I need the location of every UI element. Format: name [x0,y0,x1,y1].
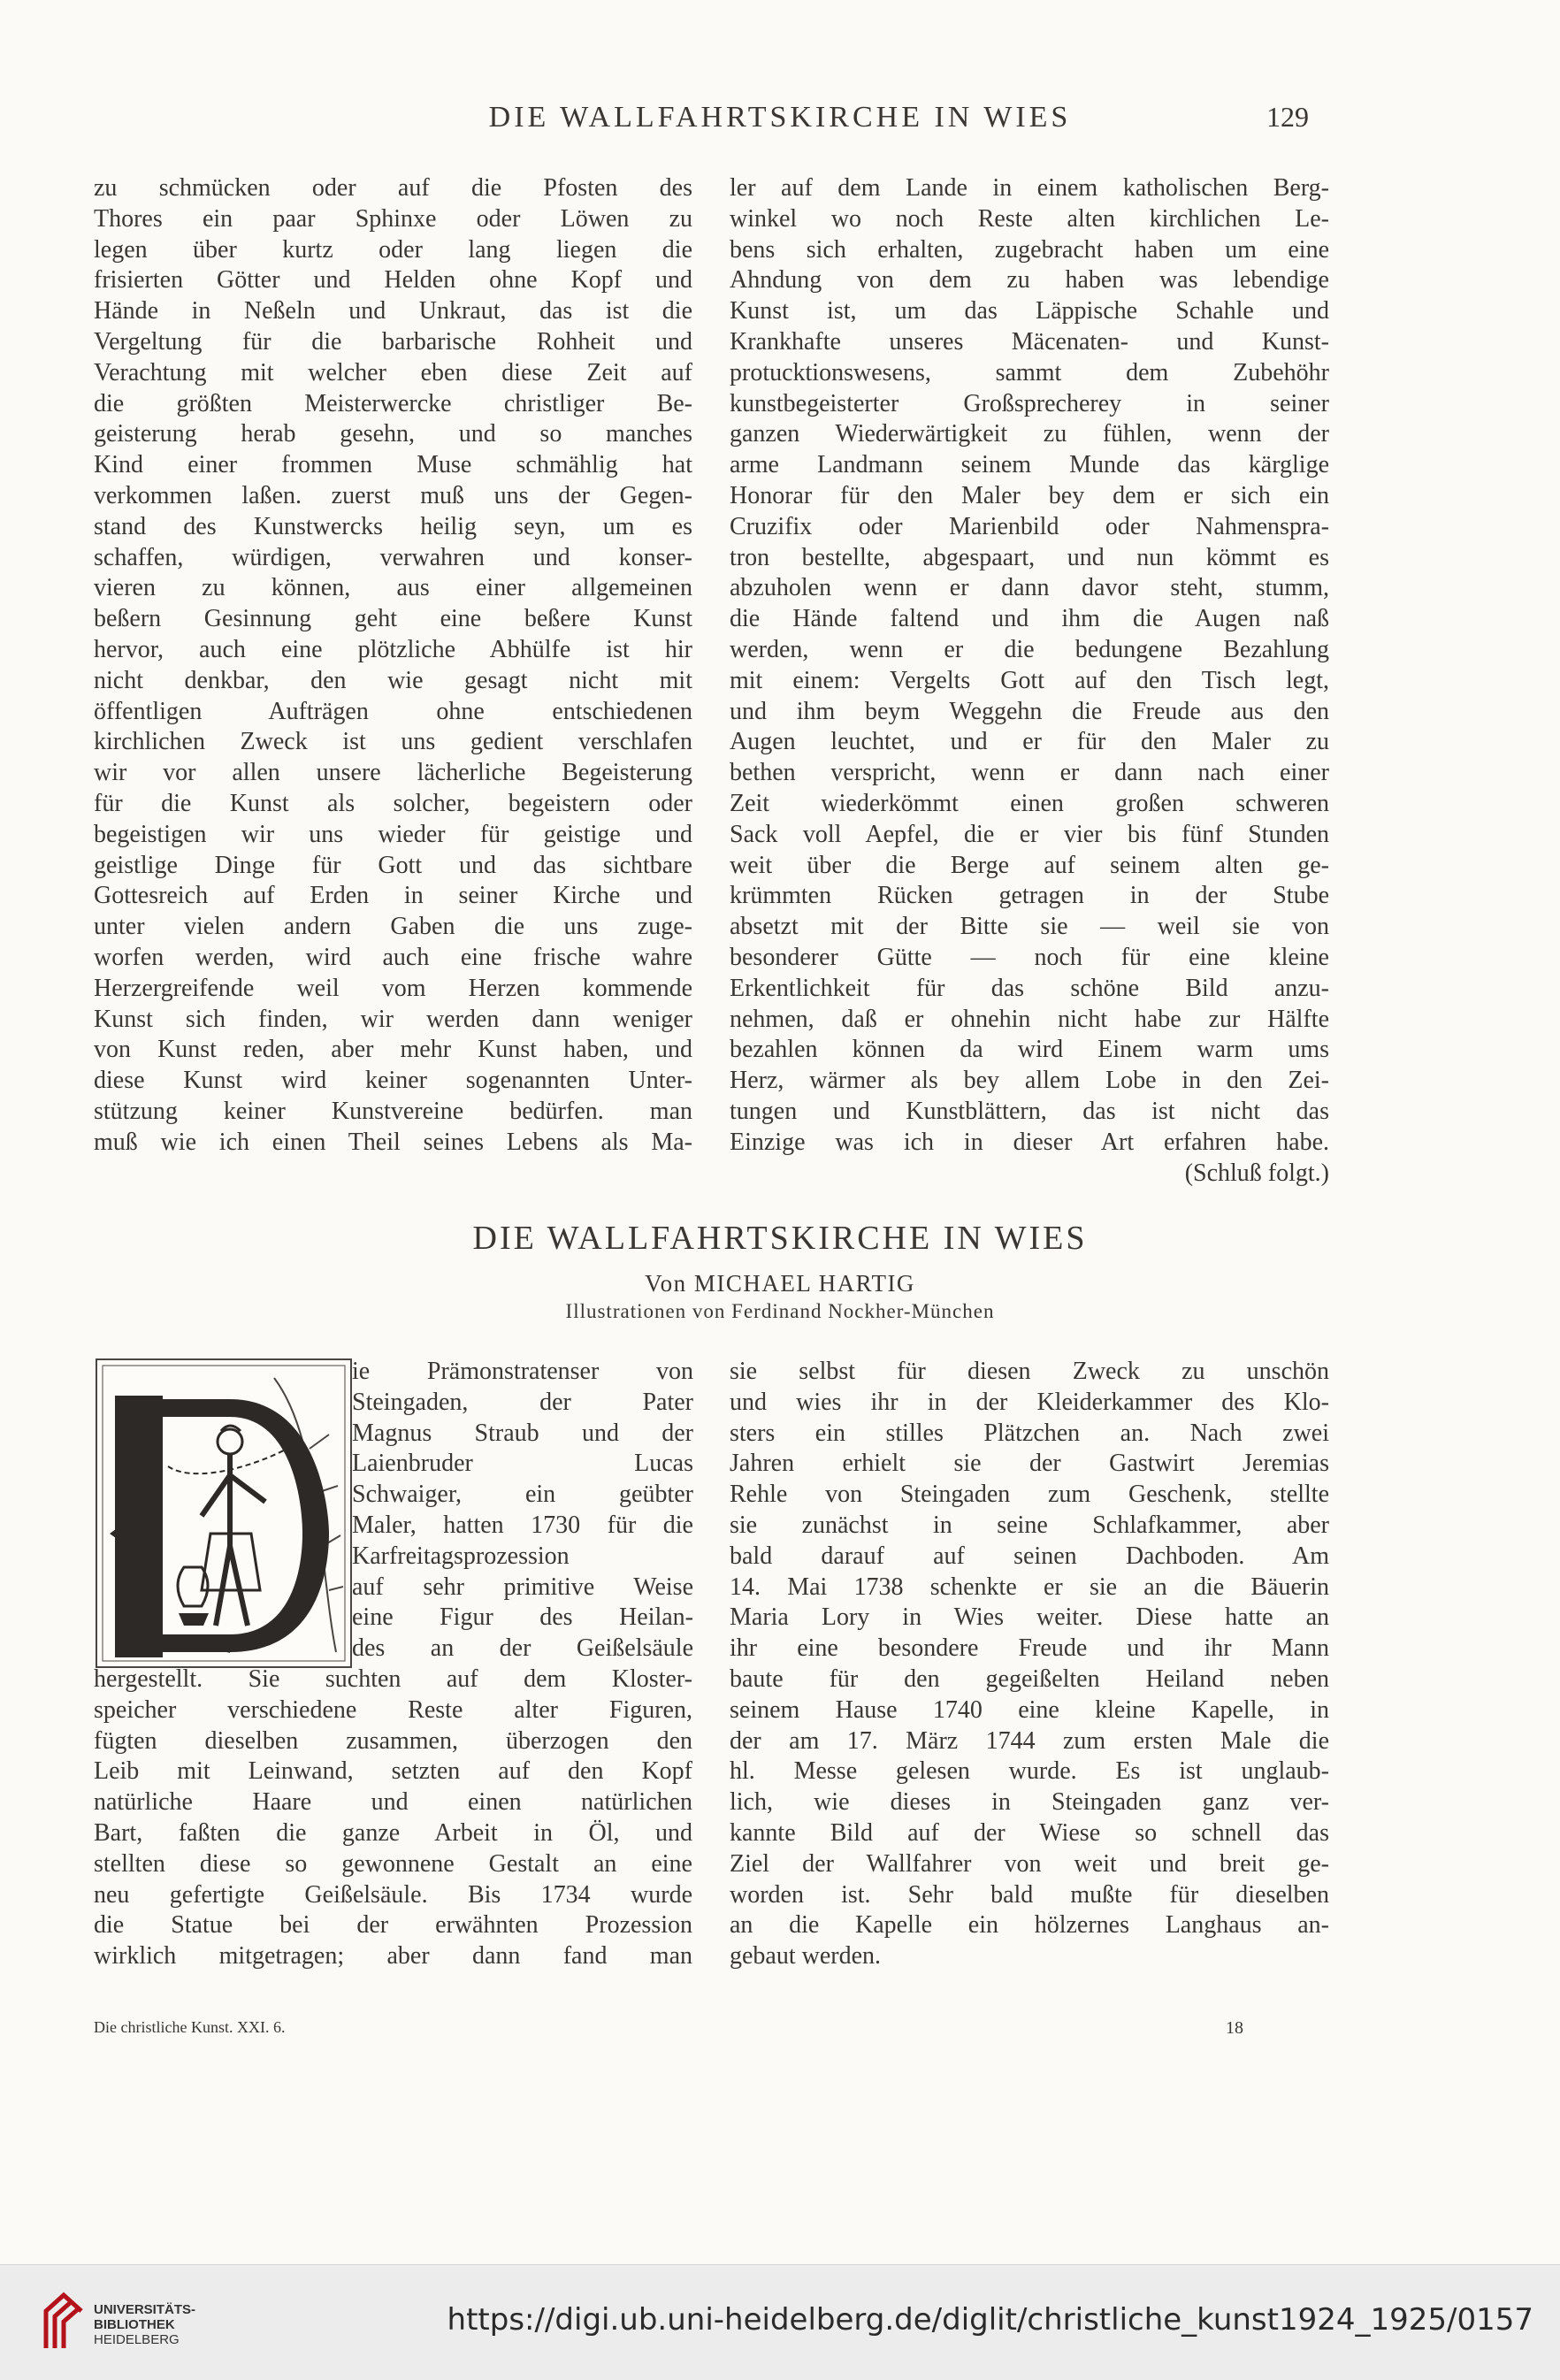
text-line: hl. Messe gelesen wurde. Es ist unglaub- [730,1757,1329,1786]
source-url-link[interactable]: https://digi.ub.uni-heidelberg.de/diglit/christliche_kunst1924_1925/0157 [447,2302,1533,2338]
text-line: frisierten Götter und Helden ohne Kopf und [94,266,692,295]
text-line: fügten dieselben zusammen, überzogen den [94,1726,692,1755]
text-line: Cruzifix oder Marienbild oder Nahmenspra- [730,512,1329,540]
text-line: Augen leuchtet, und er für den Maler zu [730,728,1329,756]
text-line: absetzt mit der Bitte sie — weil sie von [730,913,1329,941]
text-line: baute für den gegeißelten Heiland neben [730,1664,1329,1693]
text-line: bezahlen können da wird Einem warm ums [730,1036,1329,1064]
text-line: protucktionswesens, sammt dem Zubehöhr [730,358,1329,386]
article-left-column [94,1664,692,1972]
text-line: Leib mit Leinwand, setzten auf den Kopf [94,1757,692,1786]
text-line: Ziel der Wallfahrer von weit und breit ge- [730,1849,1329,1878]
article-author: Von MICHAEL HARTIG [645,1270,915,1297]
text-line: stand des Kunstwercks heilig seyn, um es [94,512,692,540]
library-name-line: UNIVERSITÄTS- [94,2302,196,2317]
text-line: Kunst ist, um das Läppische Schahle und [730,297,1329,325]
university-library-logo-icon [39,2290,88,2355]
text-line: Sack voll Aepfel, die er vier bis fünf Stunden [730,820,1329,848]
running-head-title: DIE WALLFAHRTSKIRCHE IN WIES [488,101,1072,134]
text-line: ganzen Wiederwärtigkeit zu fühlen, wenn der [730,420,1329,448]
text-line: Vergeltung für die barbarische Rohheit und [94,327,692,356]
text-line: Verachtung mit welcher eben diese Zeit auf [94,358,692,386]
drop-cap-d-icon [97,1360,350,1666]
text-line: für die Kunst als solcher, begeistern oder [94,789,692,817]
text-line: lich, wie dieses in Steingaden ganz ver- [730,1788,1329,1817]
text-line: muß wie ich einen Theil seines Lebens als Ma- [94,1128,692,1156]
text-line: von Kunst reden, aber mehr Kunst haben, und [94,1036,692,1064]
text-line: Krankhafte unseres Mäcenaten- und Kunst- [730,327,1329,356]
text-line: Jahren erhielt sie der Gastwirt Jeremias [730,1450,1329,1478]
text-line: winkel wo noch Reste alten kirchlichen Le- [730,204,1329,233]
text-line: Hände in Neßeln und Unkraut, das ist die [94,297,692,325]
article-illustration-credit: Illustrationen von Ferdinand Nockher-München [565,1300,995,1322]
text-line: beßern Gesinnung geht eine beßere Kunst [94,605,692,633]
article-title: DIE WALLFAHRTSKIRCHE IN WIES [472,1220,1088,1257]
text-line: krümmten Rücken getragen in der Stube [730,882,1329,910]
text-line: auf sehr primitive Weise [352,1573,693,1601]
text-line: verkommen laßen. zuerst muß uns der Gegen- [94,481,692,509]
text-line: Herz, wärmer als bey allem Lobe in den Zei- [730,1067,1329,1095]
text-line: Karfreitagsprozession [352,1542,570,1570]
text-line: Zeit wiederkömmt einen großen schweren [730,789,1329,817]
text-line: begeistigen wir uns wieder für geistige und [94,820,692,848]
top-right-column [730,173,1329,1189]
text-line: worden ist. Sehr bald mußte für dieselben [730,1880,1329,1909]
text-line: arme Landmann seinem Munde das kärglige [730,451,1329,479]
text-line: Kunst sich finden, wir werden dann weniger [94,1005,692,1033]
text-line: besonderer Gütte — noch für eine kleine [730,943,1329,971]
text-line: bens sich erhalten, zugebracht haben um eine [730,235,1329,264]
text-line: Schwaiger, ein geübter [352,1481,693,1509]
library-name-line: BIBLIOTHEK [94,2317,175,2332]
text-line: abzuholen wenn er dann davor steht, stumm, [730,574,1329,602]
text-line: zu schmücken oder auf die Pfosten des [94,174,692,202]
text-line: kirchlichen Zweck ist uns gedient verschlafen [94,728,692,756]
text-line: kannte Bild auf der Wiese so schnell das [730,1818,1329,1847]
footer-signature: 18 [1226,2018,1243,2038]
text-line: hergestellt. Sie suchten auf dem Kloster- [94,1665,692,1693]
text-line: vieren zu können, aus einer allgemeinen [94,574,692,602]
text-line: Ahndung von dem zu haben was lebendige [730,266,1329,295]
text-line: stellten diese so gewonnene Gestalt an eine [94,1849,692,1878]
text-line: und ihm beym Weggehn die Freude aus den [730,697,1329,725]
text-line: schaffen, würdigen, verwahren und konser- [94,543,692,571]
text-line: Gottesreich auf Erden in seiner Kirche und [94,882,692,910]
text-line: seinem Hause 1740 eine kleine Kapelle, in [730,1695,1329,1724]
text-line: wir vor allen unsere lächerliche Begeisterung [94,759,692,787]
text-line: gebaut werden. [730,1942,882,1971]
text-line: sie selbst für diesen Zweck zu unschön [730,1358,1329,1385]
text-line: wirklich mitgetragen; aber dann fand man [94,1942,692,1971]
text-line: geistlige Dinge für Gott und das sichtbare [94,851,692,879]
library-name [94,2302,195,2347]
text-line: kunstbegeisterter Großsprecherey in seiner [730,389,1329,417]
page-number: 129 [1266,101,1309,133]
text-line: Maria Lory in Wies weiter. Diese hatte an [730,1603,1329,1632]
text-line: die Hände faltend und ihm die Augen naß [730,605,1329,633]
text-line: Kind einer frommen Muse schmählig hat [94,451,692,479]
text-line: Herzergreifende weil vom Herzen kommende [94,974,692,1002]
text-line: öffentligen Aufträgen ohne entschiedenen [94,697,692,725]
text-line: der am 17. März 1744 zum ersten Male die [730,1726,1329,1755]
text-line: Einzige was ich in dieser Art erfahren habe. [730,1128,1329,1156]
text-line: Maler, hatten 1730 für die [352,1511,693,1539]
text-line: die Statue bei der erwähnten Prozession [94,1911,692,1940]
text-line: stützung keiner Kunstvereine bedürfen. man [94,1097,692,1125]
text-line: Honorar für den Maler bey dem er sich ein [730,481,1329,509]
top-left-column [94,173,692,1159]
article-intro-lines [352,1357,693,1664]
text-line: tron bestellte, abgespaart, und nun kömmt es [730,543,1329,571]
text-line: tungen und Kunstblättern, das ist nicht das [730,1097,1329,1125]
text-line: speicher verschiedene Reste alter Figuren, [94,1695,692,1724]
to-be-continued-note: (Schluß folgt.) [1184,1159,1329,1187]
text-line: Bart, faßten die ganze Arbeit in Öl, und [94,1818,692,1847]
article-right-column [730,1357,1329,1972]
text-line: eine Figur des Heilan- [352,1603,693,1632]
text-line: unter vielen andern Gaben die uns zuge- [94,913,692,941]
text-line: Steingaden, der Pater [352,1388,693,1416]
library-name-line: HEIDELBERG [94,2332,180,2347]
footer-journal: Die christliche Kunst. XXI. 6. [94,2018,286,2036]
text-line: werden, wenn er die bedungene Bezahlung [730,635,1329,663]
text-line: hervor, auch eine plötzliche Abhülfe ist hir [94,635,692,663]
text-line: und wies ihr in der Kleiderkammer des Klo- [730,1388,1329,1416]
text-line: Erkentlichkeit für das schöne Bild anzu- [730,974,1329,1002]
text-line: die größten Meisterwercke christliger Be- [94,389,692,417]
drop-cap-illustration [96,1358,352,1668]
text-line: natürliche Haare und einen natürlichen [94,1788,692,1817]
text-line: legen über kurtz oder lang liegen die [94,235,692,264]
text-line: neu gefertigte Geißelsäule. Bis 1734 wurde [94,1880,692,1909]
library-banner [0,2264,1560,2380]
running-head [0,97,1560,142]
text-line: nehmen, daß er ohnehin nicht habe zur Hälfte [730,1005,1329,1033]
text-line: Rehle von Steingaden zum Geschenk, stellte [730,1481,1329,1509]
text-line: geisterung herab gesehn, und so manches [94,420,692,448]
text-line: des an der Geißelsäule [352,1634,693,1663]
text-line: diese Kunst wird keiner sogenannten Unter- [94,1067,692,1095]
text-line: Laienbruder Lucas [352,1450,693,1478]
text-line: nicht denkbar, den wie gesagt nicht mit [94,666,692,694]
text-line: an die Kapelle ein hölzernes Langhaus an- [730,1911,1329,1940]
text-line: ie Prämonstratenser von [352,1358,693,1385]
text-line: 14. Mai 1738 schenkte er sie an die Bäuerin [730,1573,1329,1601]
text-line: Thores ein paar Sphinxe oder Löwen zu [94,204,692,233]
text-line: sters ein stilles Plätzchen an. Nach zwei [730,1419,1329,1447]
text-line: ihr eine besondere Freude und ihr Mann [730,1634,1329,1663]
text-line: sie zunächst in seine Schlafkammer, aber [730,1511,1329,1539]
text-line: worfen werden, wird auch eine frische wahre [94,943,692,971]
text-line: ler auf dem Lande in einem katholischen Berg- [730,174,1329,202]
text-line: Magnus Straub und der [352,1419,693,1447]
text-line: mit einem: Vergelts Gott auf den Tisch legt, [730,666,1329,694]
text-line: bald darauf auf seinen Dachboden. Am [730,1542,1329,1570]
text-line: bethen verspricht, wenn er dann nach einer [730,759,1329,787]
text-line: weit über die Berge auf seinem alten ge- [730,851,1329,879]
